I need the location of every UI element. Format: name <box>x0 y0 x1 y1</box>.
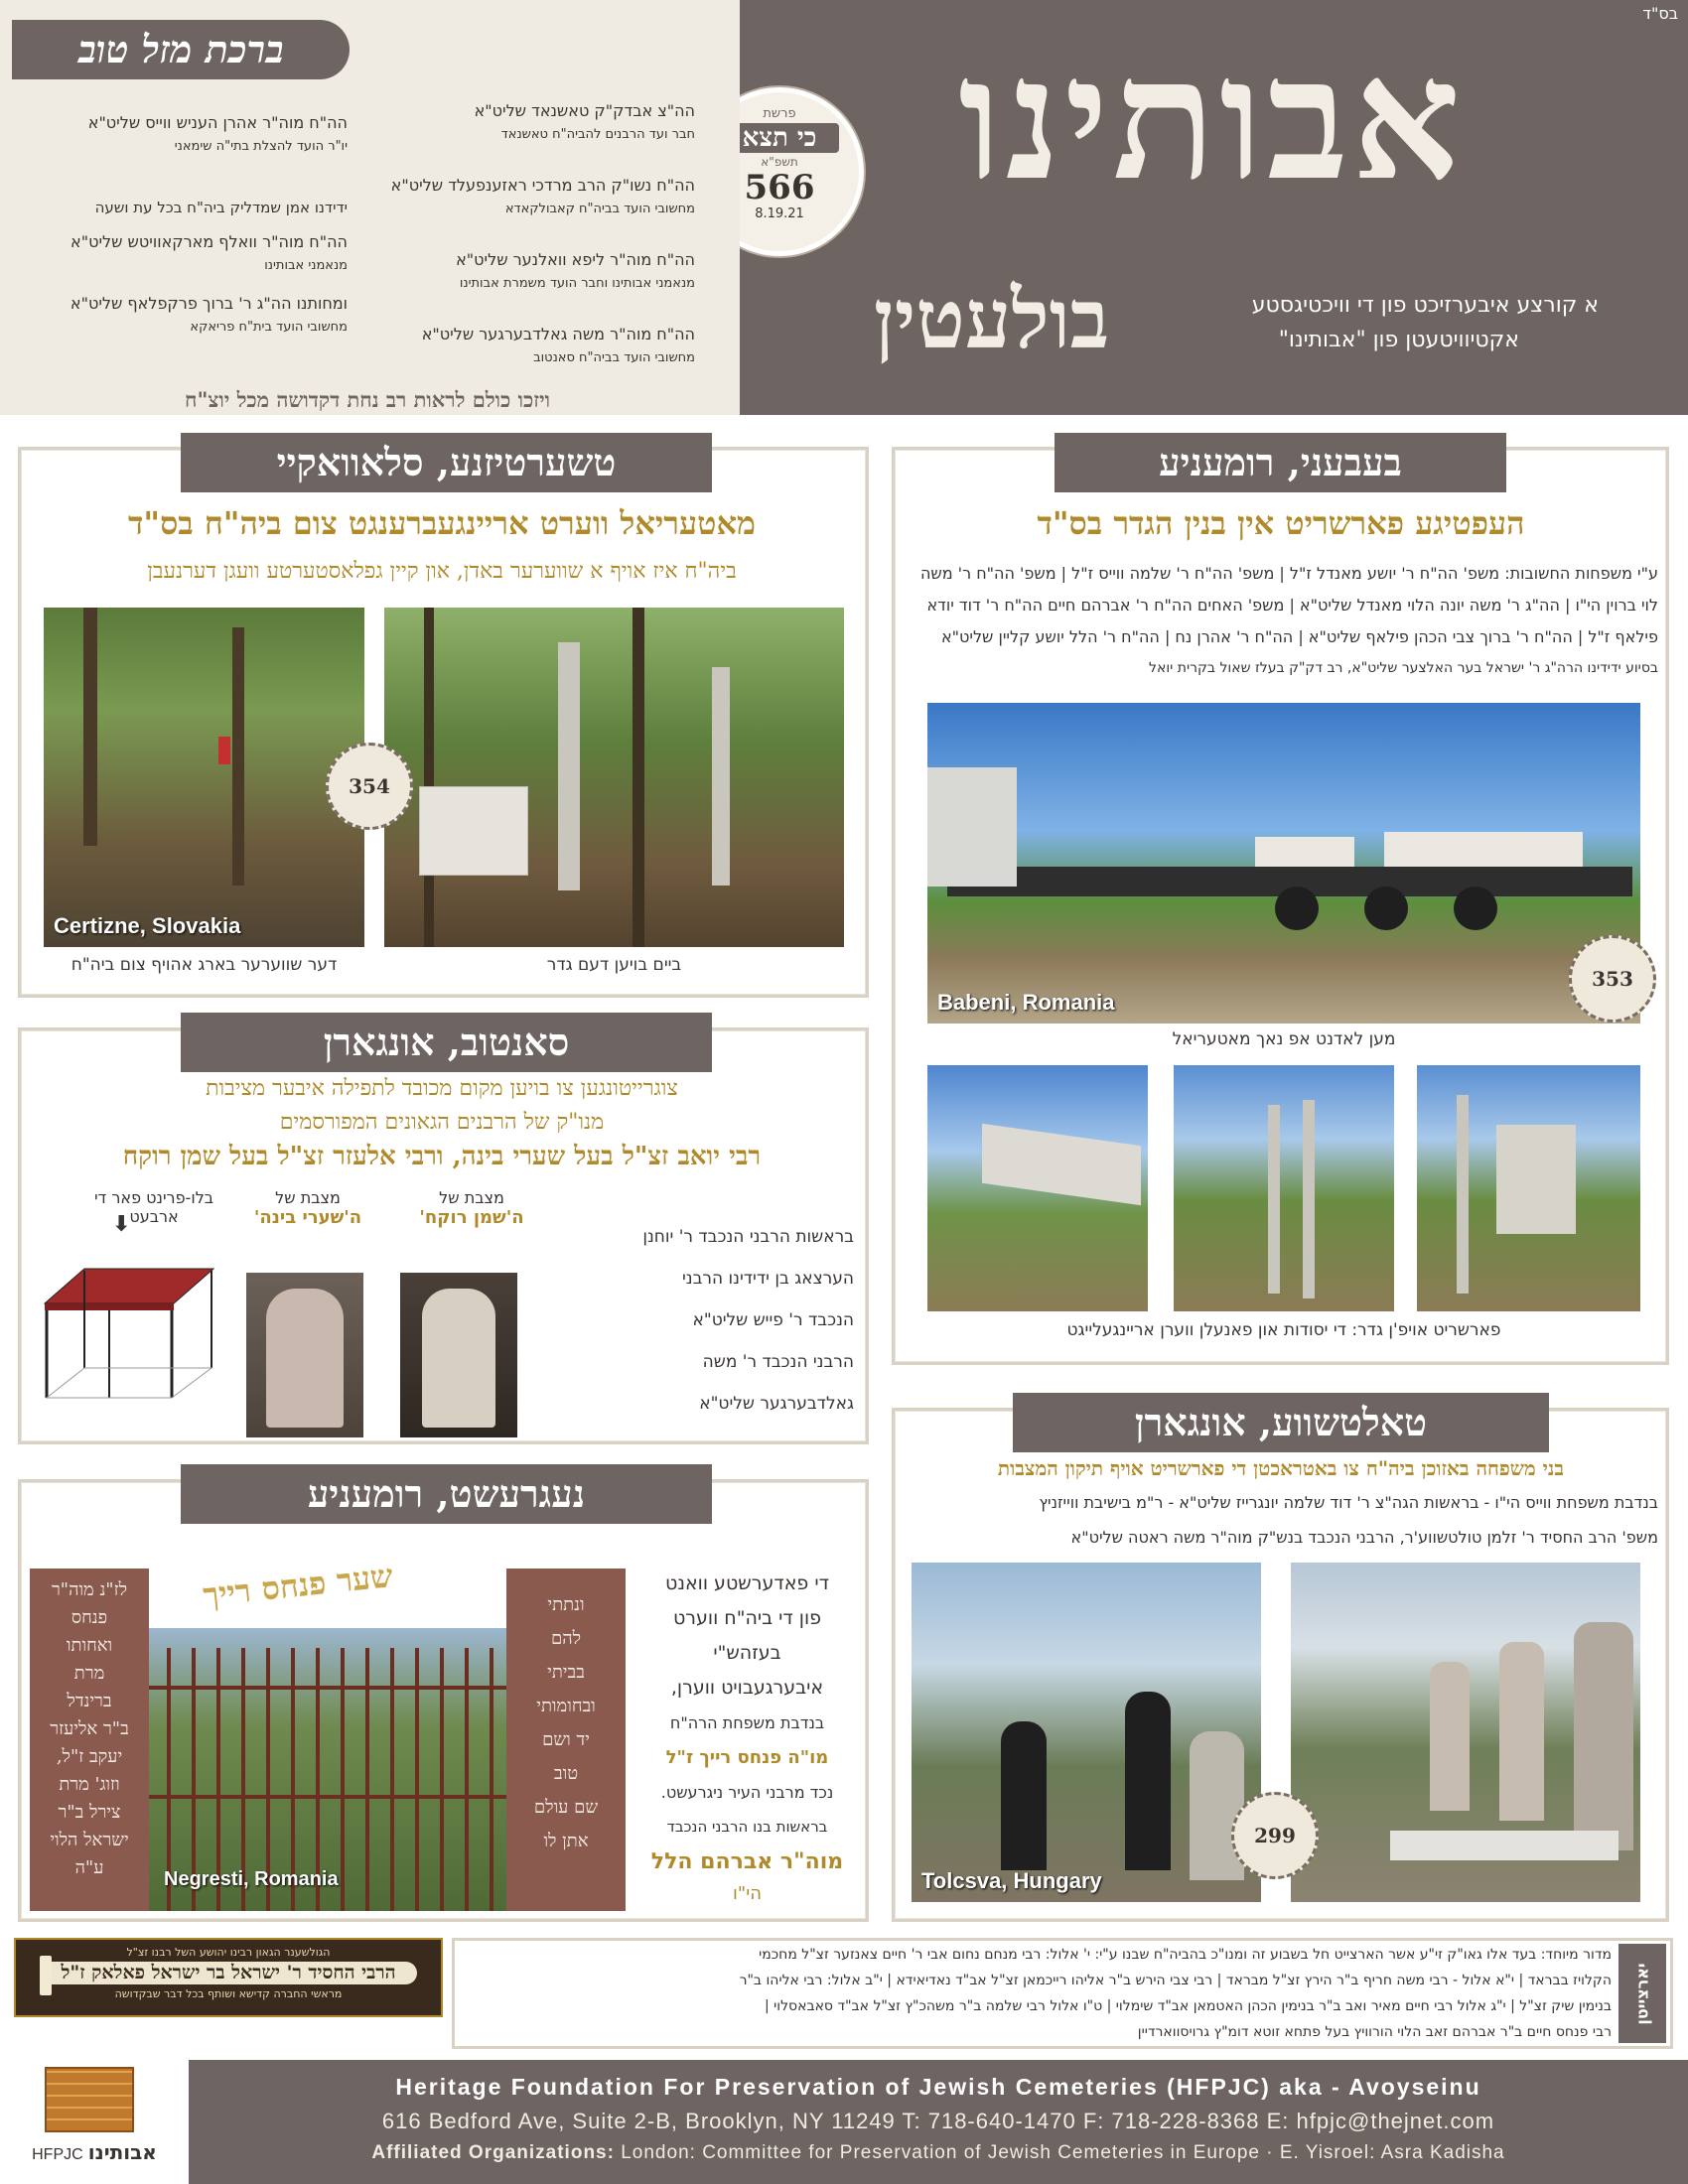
pillar-line: מרת <box>73 1663 105 1684</box>
tombstone-shape <box>1430 1662 1470 1811</box>
label-blueprint <box>79 1188 228 1226</box>
mazal-tov-line: הה"ח מוה"ר אהרן העניש ווייס שליט"א <box>87 113 348 132</box>
tolcsva-line-2: בנדבת משפחת ווייס הי"ו - בראשות הגה"צ ר' דוד שלמה יונגרייז שליט"א - ר"מ בישיבת ווייזניץ <box>1039 1493 1658 1512</box>
fence-wall <box>982 1124 1141 1205</box>
pillar-line: לז"נ מוה"ר <box>51 1579 128 1600</box>
label-bottom: ה'שערי בינה' <box>253 1207 362 1228</box>
pillar-line: שם עולם <box>533 1797 599 1818</box>
yahrzeit-line: הקלויז בבראד | י"א אלול - רבי משה חריף ב"ר הירץ זצ"ל מבראד | רבי צבי הירש ב"ר אליהו רייכמאן זצ"ל אב"ד נאדיאידא | י"ב אלול: רבי אליהו ב"ר <box>739 1973 1612 1988</box>
negresti-line: מו"ה פנחס רייך ז"ל <box>665 1747 829 1768</box>
negresti-title: נעגרעשט, רומעניע <box>181 1464 712 1524</box>
pallet-stack <box>1255 837 1354 867</box>
pillar-line: אתן לו <box>543 1831 589 1851</box>
babeni-cemetery-stamp: 353 <box>1569 935 1656 1023</box>
yahrzeit-line: מדור מיוחד: בעד אלו גאו"ק זי"ע אשר הארצייט חל בשבוע זה ומנו"כ בהביה"ח שבנו ע"י: י' אלול: רבי מנחם נחום אבי ר' חיים צאנזער זצ"ל מחכמי <box>759 1947 1612 1963</box>
concrete-post <box>1303 1100 1315 1298</box>
truck-wheel <box>1275 887 1319 930</box>
person-figure <box>1125 1692 1171 1870</box>
tombstone-shape <box>422 1289 495 1428</box>
footer-affiliated-label: Affiliated Organizations: <box>371 2142 615 2163</box>
babeni-donor-line: פילאף ז"ל | הה"ח ר' ברוך צבי הכהן פילאף שליט"א | הה"ח ר' אהרן נח | הה"ח ר' הלל יושע קליין שליט"א <box>940 627 1658 646</box>
footer-affiliated-text: London: Committee for Preservation of Jewish Cemeteries in Europe · E. Yisroel: Asra Kadisha <box>621 2142 1505 2163</box>
footer-logo-latin: HFPJC <box>32 2146 83 2163</box>
tree-shape <box>424 608 434 947</box>
santov-side-line: הנכבד ר' פייש שליט"א <box>692 1310 854 1330</box>
mazal-tov-sub: מחשובי הועד בית"ח פריאקא <box>190 320 348 335</box>
tombstone-shaarei-bina-photo <box>246 1273 363 1437</box>
mazal-tov-line: הה"ח מוה"ר ליפא וואלנער שליט"א <box>456 250 695 269</box>
mazal-tov-line: הה"ח נשו"ק הרב מרדכי ראזענפעלד שליט"א <box>390 176 695 195</box>
mazal-tov-entry <box>10 292 348 353</box>
tolcsva-photo-right <box>1291 1563 1640 1902</box>
yahrzeit-ad-line: הגולשענר הגאון רבינו יהושע השל רבנו זצ"ל <box>126 1946 331 1959</box>
fence-wall <box>1496 1125 1576 1234</box>
negresti-line: מוה"ר אברהם הלל <box>650 1849 844 1874</box>
badge-issue: 566 <box>744 168 815 207</box>
concrete-post <box>712 667 730 886</box>
truck-wheel <box>1364 887 1408 930</box>
negresti-text <box>635 1567 859 1909</box>
label-top: מצבת של <box>439 1188 504 1207</box>
slovakia-headline: מאטעריאל ווערט אריינגעברענגט צום ביה"ח בס"ד <box>128 504 756 542</box>
babeni-donor-line: ע"י משפחות החשובות: משפ' הה"ח ר' יושע מאנדל ז"ל | משפ' הה"ח ר' שלמה ווייס ז"ל | משפ' הה"ח ר' משה <box>919 564 1658 583</box>
santov-headline-1: צוגרייטונגען צו בויען מקום מכובד לתפילה איבער מציבות <box>206 1076 678 1101</box>
mazal-tov-entry <box>328 99 695 174</box>
mazal-tov-line: ומחותנו הה"ג ר' ברוך פרקפלאף שליט"א <box>70 294 348 313</box>
masthead-subtitle: בולעטין <box>874 272 1110 367</box>
hfpjc-logo-icon <box>45 2067 134 2132</box>
santov-side-line: גאלדבערגער שליט"א <box>699 1394 854 1414</box>
yahrzeit-ad-line: הרבי החסיד ר' ישראל בר ישראל פאלאק ז"ל <box>40 1962 417 1984</box>
mazal-tov-line: הה"צ אבדק"ק טאשנאד שליט"א <box>474 101 695 120</box>
pillar-line: צירל ב"ר <box>58 1802 121 1823</box>
pillar-line: ובחומותי <box>536 1696 596 1716</box>
pillar-line: בביתי <box>547 1662 585 1683</box>
tree-shape <box>83 608 97 846</box>
footer-logo-text <box>20 2140 169 2164</box>
negresti-line: די פאדערשטע וואנט <box>665 1572 829 1594</box>
label-bottom: ארבעט <box>129 1207 179 1226</box>
slovakia-caption-right: ביים בויען דעם גדר <box>546 955 682 975</box>
pallet-stack <box>1384 832 1583 867</box>
masthead-tagline-1: א קורצע איבערזיכט פון די וויכטיגסטע <box>1251 293 1599 318</box>
babeni-headline: העפטיגע פארשריט אין בנין הגדר בס"ד <box>1037 504 1525 542</box>
babeni-title: בעבעני, רומעניע <box>1055 433 1506 492</box>
label-shaarei-bina <box>238 1188 377 1228</box>
tree-shape <box>633 608 644 947</box>
mazal-tov-left-column <box>10 111 348 353</box>
mazal-tov-entry <box>328 248 695 323</box>
mazal-tov-sub: מחשובי הועד בביה"ח קאבולקאדא <box>504 202 695 216</box>
negresti-line: נכד מרבני העיר ניגרעשט. <box>660 1783 834 1802</box>
slovakia-title: טשערטיזנע, סלאוואקיי <box>181 433 712 492</box>
slovakia-caption-left: דער שווערער בארג אהויף צום ביה"ח <box>70 955 338 975</box>
pillar-line: ישראל הלוי <box>50 1830 129 1850</box>
negresti-line: פון די ביה"ח ווערט <box>672 1607 822 1629</box>
pillar-line: ונתתי <box>547 1594 585 1615</box>
slovakia-cemetery-stamp: 354 <box>326 743 413 830</box>
mazal-tov-banner-text: ברכת מזל טוב <box>77 27 284 71</box>
pillar-line: ואחותו <box>66 1635 113 1656</box>
mazal-tov-sub: מנאמני אבותינו <box>264 258 348 273</box>
babeni-photo-fence-3 <box>1417 1065 1640 1311</box>
footer-logo-hebrew: אבותינו <box>87 2140 157 2164</box>
tolcsva-photo-left <box>912 1563 1261 1902</box>
negresti-line: בעזהש"י <box>713 1642 781 1664</box>
truck-wheel <box>1454 887 1497 930</box>
badge-parsha: כי תצא <box>720 123 839 153</box>
corner-mark: בס"ד <box>1642 4 1678 23</box>
footer-org: Heritage Foundation For Preservation of Jewish Cemeteries (HFPJC) aka - Avoyseinu <box>395 2074 1481 2100</box>
pillar-line: יעקב ז"ל, <box>56 1746 123 1767</box>
babeni-donor-line: בסיוע ידידינו הרה"ג ר' ישראל בער האלצער שליט"א, רב דק"ק בעלז שאול בקרית יואל <box>1149 660 1658 676</box>
gate-arch-text: שער פנחס רייך <box>201 1557 395 1614</box>
tombstone-shemen-rokeach-photo <box>400 1273 517 1437</box>
mazal-tov-sub: חבר ועד הרבנים להביה"ח טאשנאד <box>500 127 695 142</box>
santov-side-text <box>536 1216 854 1425</box>
tree-shape <box>232 627 244 886</box>
santov-side-line: הערצאג בן ידידינו הרבני <box>681 1269 854 1289</box>
footer-affiliated <box>199 2142 1678 2164</box>
label-top: בלו-פרינט פאר די <box>93 1188 214 1207</box>
yahrzeit-text <box>462 1942 1612 2045</box>
mazal-tov-sub: יו"ר הועד להצלת בתי"ה שימאני <box>174 139 348 154</box>
person-figure <box>218 737 230 764</box>
yahrzeit-line: רבי פנחס חיים ב"ר אברהם זאב הלוי הורוויץ בעל פתחא זוטא דומ"ץ גרויסווארדיין <box>1137 2024 1612 2040</box>
tombstone-shape <box>1574 1622 1633 1850</box>
santov-side-line: הרבני הנכבד ר' משה <box>702 1352 854 1372</box>
concrete-panels <box>419 786 528 876</box>
yahrzeit-line: בנימין שיק זצ"ל | י"ג אלול רבי חיים מאיר ואב ב"ר בנימין הכהן האטמאן אב"ד שימלוי | ט"ו אלול רבי שלמה ב"ר משהכ"ץ זצ"ל אב"ד סאבאסלוי | <box>764 1998 1612 2014</box>
masthead-title: אבותינו <box>958 20 1465 218</box>
babeni-donors <box>904 558 1658 683</box>
slovakia-location-label: Certizne, Slovakia <box>54 913 241 938</box>
mazal-tov-right-column <box>328 99 695 397</box>
tolcsva-title: טאלטשווע, אונגארן <box>1013 1393 1549 1452</box>
tombstone-shape <box>1190 1731 1244 1880</box>
yahrzeit-side-label <box>1618 1944 1666 2043</box>
pillar-line: וזוג' מרת <box>59 1774 120 1795</box>
tombstone-shape <box>1499 1642 1544 1821</box>
mazal-tov-entry <box>10 111 348 196</box>
negresti-line: בנדבת משפחת הרה"ח <box>669 1713 825 1732</box>
santov-headline-3: רבי יואב זצ"ל בעל שערי בינה, ורבי אלעזר זצ"ל בעל שמן רוקח <box>122 1142 762 1171</box>
tolcsva-line-3: משפ' הרב החסיד ר' זלמן טולטשווע'ר, הרבני הנכבד בנש"ק מוה"ר משה ראטה שליט"א <box>1070 1528 1658 1547</box>
tombstone-shape <box>266 1289 344 1428</box>
tombstone-base <box>1390 1831 1618 1860</box>
slovakia-subhead: ביה"ח איז אויף א שווערער באדן, און קיין גפלאסטערטע וועגן דערנעבן <box>147 559 737 584</box>
label-top: מצבת של <box>275 1188 341 1207</box>
concrete-post <box>1457 1095 1469 1294</box>
santov-headline-2: מנו"ק של הרבנים הגאונים המפורסמים <box>279 1110 605 1135</box>
mazal-tov-line: הה"ח מוה"ר וואלף מארקאוויטש שליט"א <box>70 232 348 251</box>
badge-parsha-label: פרשת <box>763 106 796 121</box>
babeni-donor-line: לוי ברוין הי"ו | הה"ג ר' משה יונה הלוי מאנדל שליט"א | משפ' האחים הה"ח ר' אברהם חיים הה"ח ר' דוד יודא <box>926 596 1658 614</box>
negresti-line: בראשות בנו הרבני הנכבד <box>666 1818 828 1836</box>
pillar-line: טוב <box>553 1763 579 1784</box>
label-shemen-rokeach <box>402 1188 541 1228</box>
truck-cab <box>927 767 1017 887</box>
mazal-tov-line: ידידנו אמן שמדליק ביה"ח בכל עת ושעה <box>94 199 348 216</box>
mazal-tov-sub: מחשובי הועד בביה"ח סאנטוב <box>533 350 695 365</box>
tolcsva-headline: בני משפחה באזוכן ביה"ח צו באטראכטן די פארשריט אויף תיקון המצבות <box>997 1456 1565 1480</box>
tolcsva-location-label: Tolcsva, Hungary <box>921 1868 1102 1893</box>
slovakia-photo-hill <box>44 608 364 947</box>
pillar-line: ב"ר אליעזר <box>50 1718 129 1739</box>
footer-address: 616 Bedford Ave, Suite 2-B, Brooklyn, NY 11249 T: 718-640-1470 F: 718-228-8368 E: hfpjc@thejnet.com <box>381 2109 1495 2133</box>
babeni-caption-bottom: פארשריט אויפ'ן גדר: די יסודות און פאנעלן ווערן אריינגעלייגט <box>1066 1320 1501 1340</box>
santov-title: סאנטוב, אונגארן <box>181 1013 712 1072</box>
pillar-line: יד ושם <box>542 1729 590 1750</box>
arrow-down-icon: ⬇ <box>112 1212 131 1237</box>
pillar-line: פנחס <box>70 1607 108 1628</box>
blueprint-svg <box>25 1259 223 1408</box>
yahrzeit-ad <box>14 1938 443 2017</box>
babeni-location-label: Babeni, Romania <box>937 990 1115 1015</box>
pillar-left-text <box>30 1576 149 1882</box>
negresti-location-label: Negresti, Romania <box>164 1868 339 1890</box>
mazal-tov-entry <box>10 230 348 292</box>
person-figure <box>1001 1721 1047 1870</box>
masthead-tagline-2: אקטיוויטעטן פון "אבותינו" <box>1278 328 1519 352</box>
slovakia-photo-fence <box>384 608 844 947</box>
mazal-tov-entry <box>10 196 348 230</box>
concrete-post <box>558 642 580 890</box>
pillar-line: להם <box>550 1628 581 1649</box>
babeni-photo-fence-2 <box>1174 1065 1394 1311</box>
label-bottom: ה'שמן רוקח' <box>419 1207 524 1228</box>
mazal-tov-entry <box>328 174 695 248</box>
babeni-caption-main: מען לאדנט אפ נאך מאטעריאל <box>1172 1029 1396 1049</box>
yahrzeit-ad-line: מראשי החברה קדישא ושותף בכל דבר שבקדושה <box>114 1987 343 2000</box>
tolcsva-cemetery-stamp: 299 <box>1231 1792 1319 1879</box>
pillar-right-text <box>506 1588 626 1858</box>
badge-year: תשפ"א <box>761 155 798 169</box>
yahrzeit-side-label-text: יארצייטן <box>1632 1962 1652 2025</box>
santov-side-line: בראשות הרבני הנכבד ר' יוחנן <box>642 1227 854 1247</box>
babeni-photo-fence-1 <box>927 1065 1148 1311</box>
concrete-post <box>1268 1105 1280 1294</box>
blueprint-drawing <box>25 1259 223 1408</box>
babeni-photo-truck <box>927 703 1640 1024</box>
mazal-tov-closing: ויזכו כולם לראות רב נחת דקדושה מכל יוצ"ח <box>185 387 550 412</box>
mazal-tov-sub: מנאמני אבותינו וחבר הועד משמרת אבותינו <box>459 276 695 291</box>
pillar-line: ע"ה <box>74 1857 104 1878</box>
badge-date: 8.19.21 <box>755 206 804 221</box>
negresti-line: איבערגעבויט ווערן, <box>670 1677 824 1699</box>
negresti-line: הי"ו <box>733 1883 762 1904</box>
pillar-line: ברינדל <box>67 1691 112 1711</box>
mazal-tov-line: הה"ח מוה"ר משה גאלדבערגער שליט"א <box>421 325 695 343</box>
mazal-tov-entry <box>328 323 695 397</box>
candle-icon <box>40 1956 52 1995</box>
